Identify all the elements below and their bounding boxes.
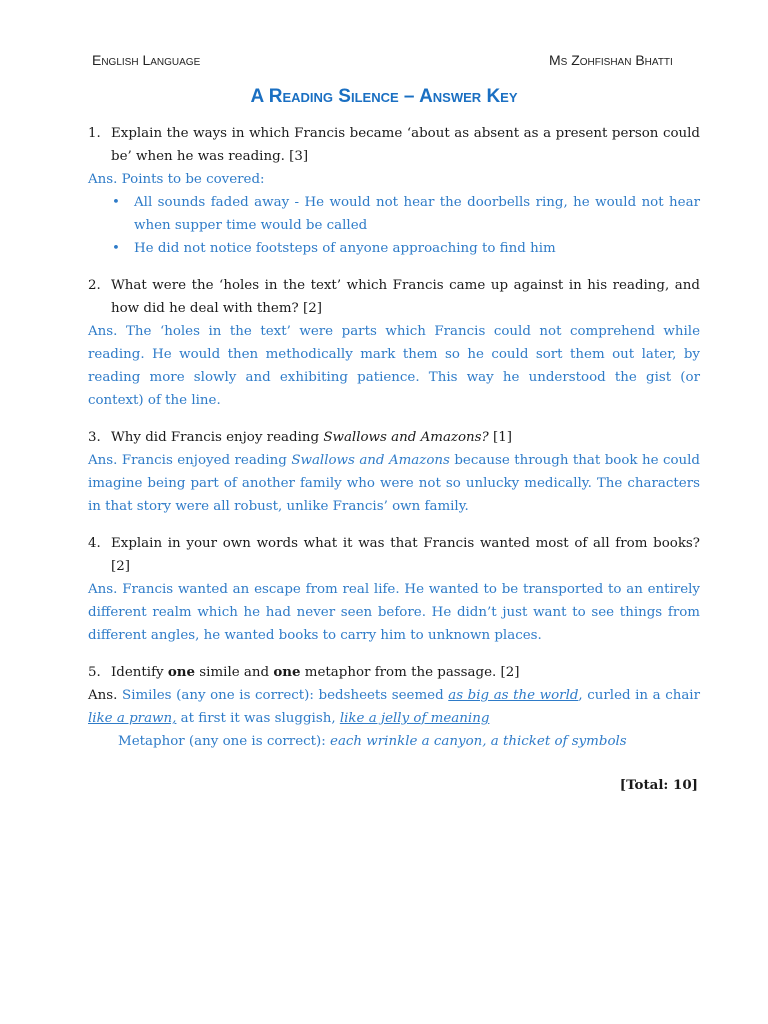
question-number: 2. <box>88 278 101 293</box>
page-title: A Reading Silence – Answer Key <box>250 86 518 107</box>
answer-2: Ans. The ‘holes in the text’ were parts which Francis could not comprehend while reading. He would then methodically mark them so he could sort them out later, by reading more slowly and exhibiting patience. This way he understood the gist (or context) of the line. <box>88 324 700 408</box>
question-text: Explain in your own words what it was that Francis wanted most of all from books? [2] <box>111 536 700 574</box>
question-5 <box>88 661 700 684</box>
answer-text: Metaphor (any one is correct): <box>118 734 331 749</box>
book-title: Swallows and Amazons <box>291 453 450 468</box>
question-2 <box>88 274 700 320</box>
header-teacher: Ms Zohfishan Bhatti <box>549 52 673 68</box>
answer-5-metaphor <box>88 730 700 753</box>
answer-text: at first it was sluggish, <box>176 711 340 726</box>
question-text: simile and <box>195 665 274 680</box>
answer-text: Similes (any one is correct): bedsheets seemed <box>117 688 449 703</box>
question-text: metaphor from the passage. [2] <box>300 665 520 680</box>
answer-text: because through that book he could imagine being part of another family who were not so unlucky medically. The characters in that story were all robust, unlike Francis’ own family. <box>88 453 700 514</box>
question-4 <box>88 532 700 578</box>
emphasis: one <box>167 664 196 680</box>
simile-quote: like a prawn, <box>88 711 177 726</box>
answer-text: Ans. Francis enjoyed reading <box>88 453 292 468</box>
answer-5-similes <box>88 684 700 730</box>
simile-quote: like a jelly of meaning <box>339 711 490 726</box>
question-3 <box>88 426 700 449</box>
header-subject: English Language <box>92 52 201 68</box>
question-number: 3. <box>88 430 101 445</box>
answer-1-points <box>88 191 700 260</box>
emphasis: one <box>273 664 301 680</box>
answer-3 <box>88 449 700 518</box>
answer-label: Ans. <box>88 688 118 703</box>
metaphor-quote: each wrinkle a canyon, a thicket of symbols <box>330 734 627 749</box>
question-text: Why did Francis enjoy reading <box>111 430 324 445</box>
list-item: • All sounds faded away - He would not hear the doorbells ring, he would not hear when supper time would be called <box>88 191 700 237</box>
question-number: 1. <box>88 126 101 141</box>
simile-quote: as big as the world <box>448 688 579 703</box>
question-marks: [1] <box>488 430 512 445</box>
answer-key-body <box>88 122 700 797</box>
question-text: Identify <box>111 665 168 680</box>
question-number: 5. <box>88 665 101 680</box>
list-item: • He did not notice footsteps of anyone approaching to find him <box>88 237 700 260</box>
question-number: 4. <box>88 536 101 551</box>
book-title: Swallows and Amazons? <box>323 430 489 445</box>
question-text: What were the ‘holes in the text’ which Francis came up against in his reading, and how did he deal with them? [2] <box>111 278 700 316</box>
answer-1: Ans. Points to be covered: <box>88 172 265 187</box>
total-marks: [Total: 10] <box>619 777 698 793</box>
question-1 <box>88 122 700 168</box>
question-text: Explain the ways in which Francis became ‘about as absent as a present person could be’ when he was reading. [3] <box>111 126 700 164</box>
answer-text: , curled in a chair <box>578 688 700 703</box>
answer-4: Ans. Francis wanted an escape from real life. He wanted to be transported to an entirely different realm which he had never seen before. He didn’t just want to see things from different angles, he wanted books to carry him to unknown places. <box>88 582 700 643</box>
